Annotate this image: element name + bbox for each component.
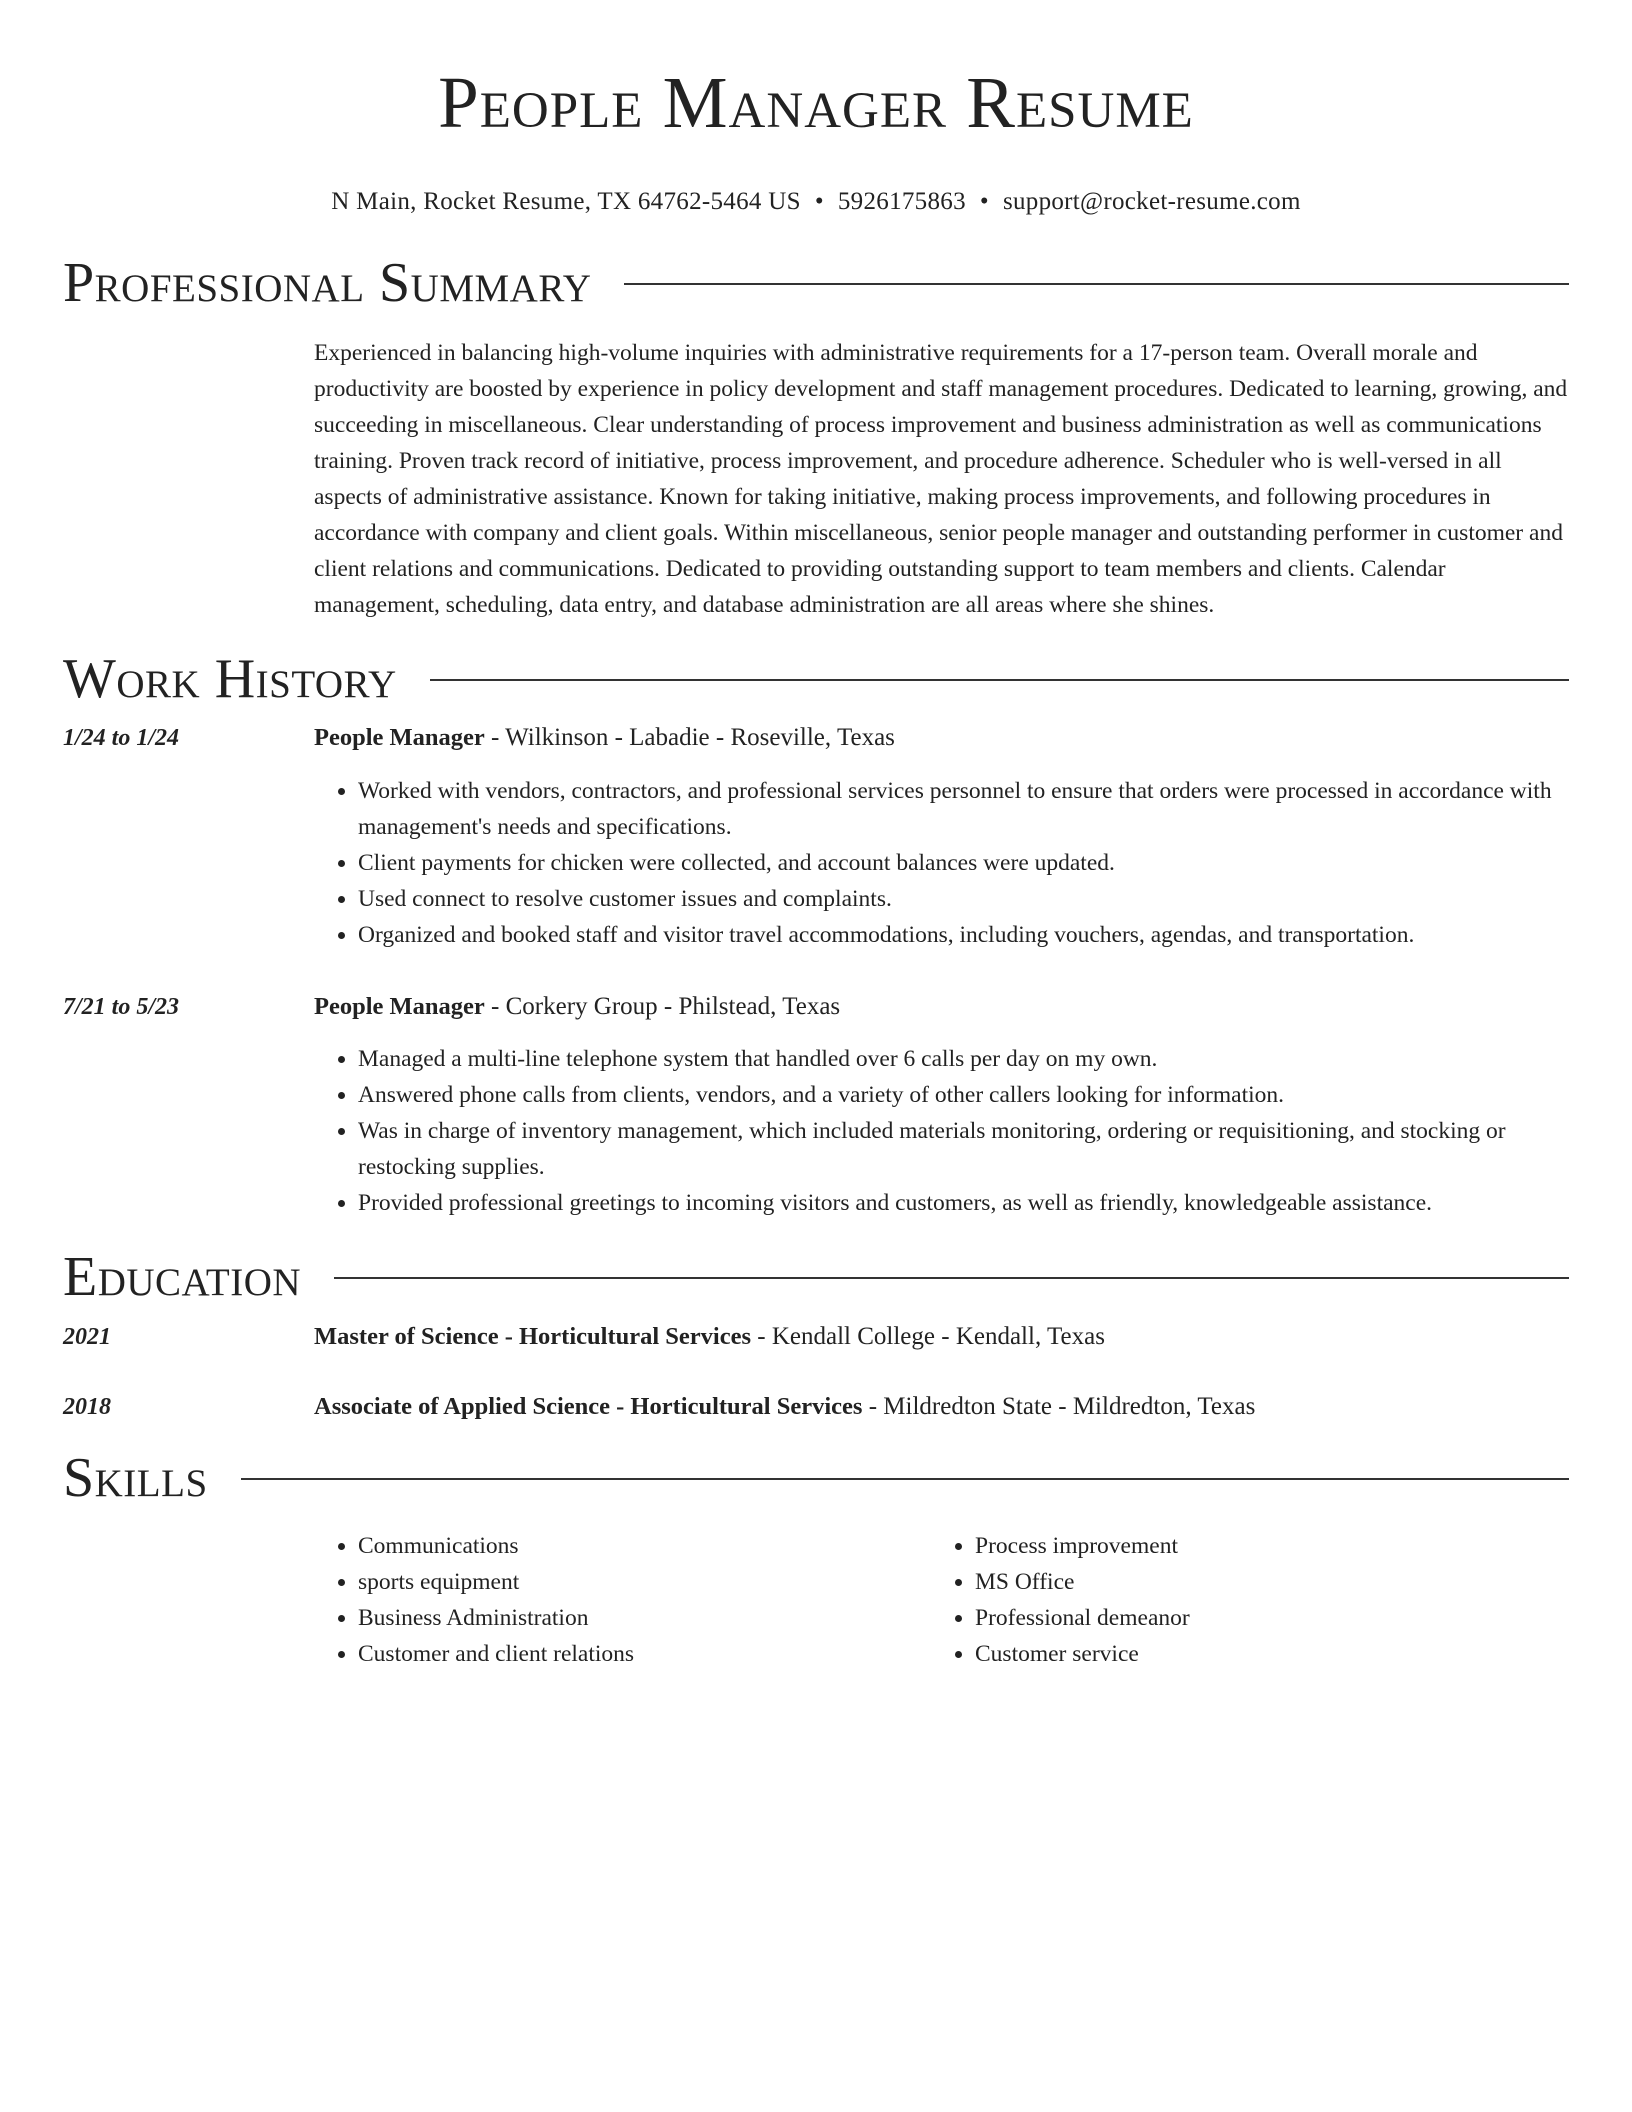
summary-text: Experienced in balancing high-volume inquiries with administrative requirements for a 17-person team. Overall morale and productivity are boosted by experience in policy development and staff management procedures. Dedicated to learning, growing, and succeeding in miscellaneous. Clear understanding of process improvement and business administration as well as communications training. Proven track record of initiative, process improvement, and procedure adherence. Scheduler who is well-versed in all aspects of administrative assistance. Known for taking initiative, making process improvements, and following procedures in accordance with company and client goals. Within miscellaneous, senior people manager and outstanding performer in customer and client relations and communications. Dedicated to providing outstanding support to team members and clients. Calendar management, scheduling, data entry, and database administration are all areas where she shines. — [314, 340, 1568, 618]
education-degree: Master of Science - Horticultural Services — [314, 1323, 752, 1350]
skills-list-left — [314, 1528, 931, 1672]
list-item: • Client payments for chicken were collected, and account balances were updated. — [358, 845, 1569, 881]
list-item: • Worked with vendors, contractors, and professional services personnel to ensure that orders were processed in accordance with management's needs and specifications. — [358, 773, 1569, 845]
education-section-header — [63, 1245, 1569, 1309]
education-line — [314, 1390, 1569, 1424]
skills-grid — [314, 1528, 1569, 1672]
education-heading: Education — [63, 1246, 302, 1308]
job-bullets — [314, 773, 1569, 953]
skill-item: • Business Administration — [358, 1600, 931, 1636]
skill-item: • Professional demeanor — [975, 1600, 1548, 1636]
skills-section-header — [63, 1446, 1569, 1510]
job-bullets — [314, 1041, 1569, 1221]
job-dates: 1/24 to 1/24 — [63, 725, 180, 751]
contact-email: support@rocket-resume.com — [1002, 188, 1301, 215]
list-item: • Answered phone calls from clients, vendors, and a variety of other callers looking for information. — [358, 1077, 1569, 1113]
skill-item: • Communications — [358, 1528, 931, 1564]
resume-title: People Manager Resume — [438, 62, 1194, 143]
job-title: People Manager — [314, 724, 485, 751]
job-company: - Wilkinson - Labadie - Roseville, Texas — [484, 724, 895, 751]
skill-item: • Process improvement — [975, 1528, 1548, 1564]
section-divider — [241, 1478, 1569, 1480]
work-heading: Work History — [63, 648, 397, 710]
skill-item: • MS Office — [975, 1564, 1548, 1600]
job-dates: 7/21 to 5/23 — [63, 994, 180, 1020]
education-school: - Kendall College - Kendall, Texas — [751, 1323, 1105, 1350]
job-title-line — [314, 721, 1569, 755]
list-item: • Provided professional greetings to incoming visitors and customers, as well as friendly, knowledgeable assistance. — [358, 1185, 1569, 1221]
contact-phone: 5926175863 — [837, 188, 966, 215]
work-section-header — [63, 647, 1569, 711]
job-entry — [63, 990, 1569, 1024]
education-entry — [63, 1320, 1569, 1354]
education-degree: Associate of Applied Science - Horticultural Services — [314, 1393, 863, 1420]
contact-line — [63, 186, 1569, 218]
contact-address: N Main, Rocket Resume, TX 64762-5464 US — [331, 188, 801, 215]
summary-section-header — [63, 251, 1569, 315]
job-entry — [63, 721, 1569, 755]
contact-separator: • — [814, 188, 824, 215]
contact-separator: • — [979, 188, 989, 215]
skills-heading: Skills — [63, 1447, 208, 1509]
list-item: • Organized and booked staff and visitor travel accommodations, including vouchers, agendas, and transportation. — [358, 917, 1569, 953]
job-title-line — [314, 990, 1569, 1024]
section-divider — [430, 679, 1569, 681]
education-year: 2018 — [63, 1394, 111, 1420]
section-divider — [624, 283, 1569, 285]
list-item: • Managed a multi-line telephone system that handled over 6 calls per day on my own. — [358, 1041, 1569, 1077]
list-item: • Used connect to resolve customer issues and complaints. — [358, 881, 1569, 917]
education-line — [314, 1320, 1569, 1354]
skill-item: • Customer service — [975, 1636, 1548, 1672]
skills-list-right — [931, 1528, 1548, 1672]
job-company: - Corkery Group - Philstead, Texas — [484, 993, 841, 1020]
education-entry — [63, 1390, 1569, 1424]
education-year: 2021 — [63, 1324, 111, 1350]
job-title: People Manager — [314, 993, 485, 1020]
skill-item: • sports equipment — [358, 1564, 931, 1600]
section-divider — [334, 1277, 1569, 1279]
education-school: - Mildredton State - Mildredton, Texas — [862, 1393, 1256, 1420]
summary-heading: Professional Summary — [63, 252, 592, 314]
list-item: • Was in charge of inventory management, which included materials monitoring, ordering or requisitioning, and stocking or restocking supplies. — [358, 1113, 1569, 1185]
skill-item: • Customer and client relations — [358, 1636, 931, 1672]
